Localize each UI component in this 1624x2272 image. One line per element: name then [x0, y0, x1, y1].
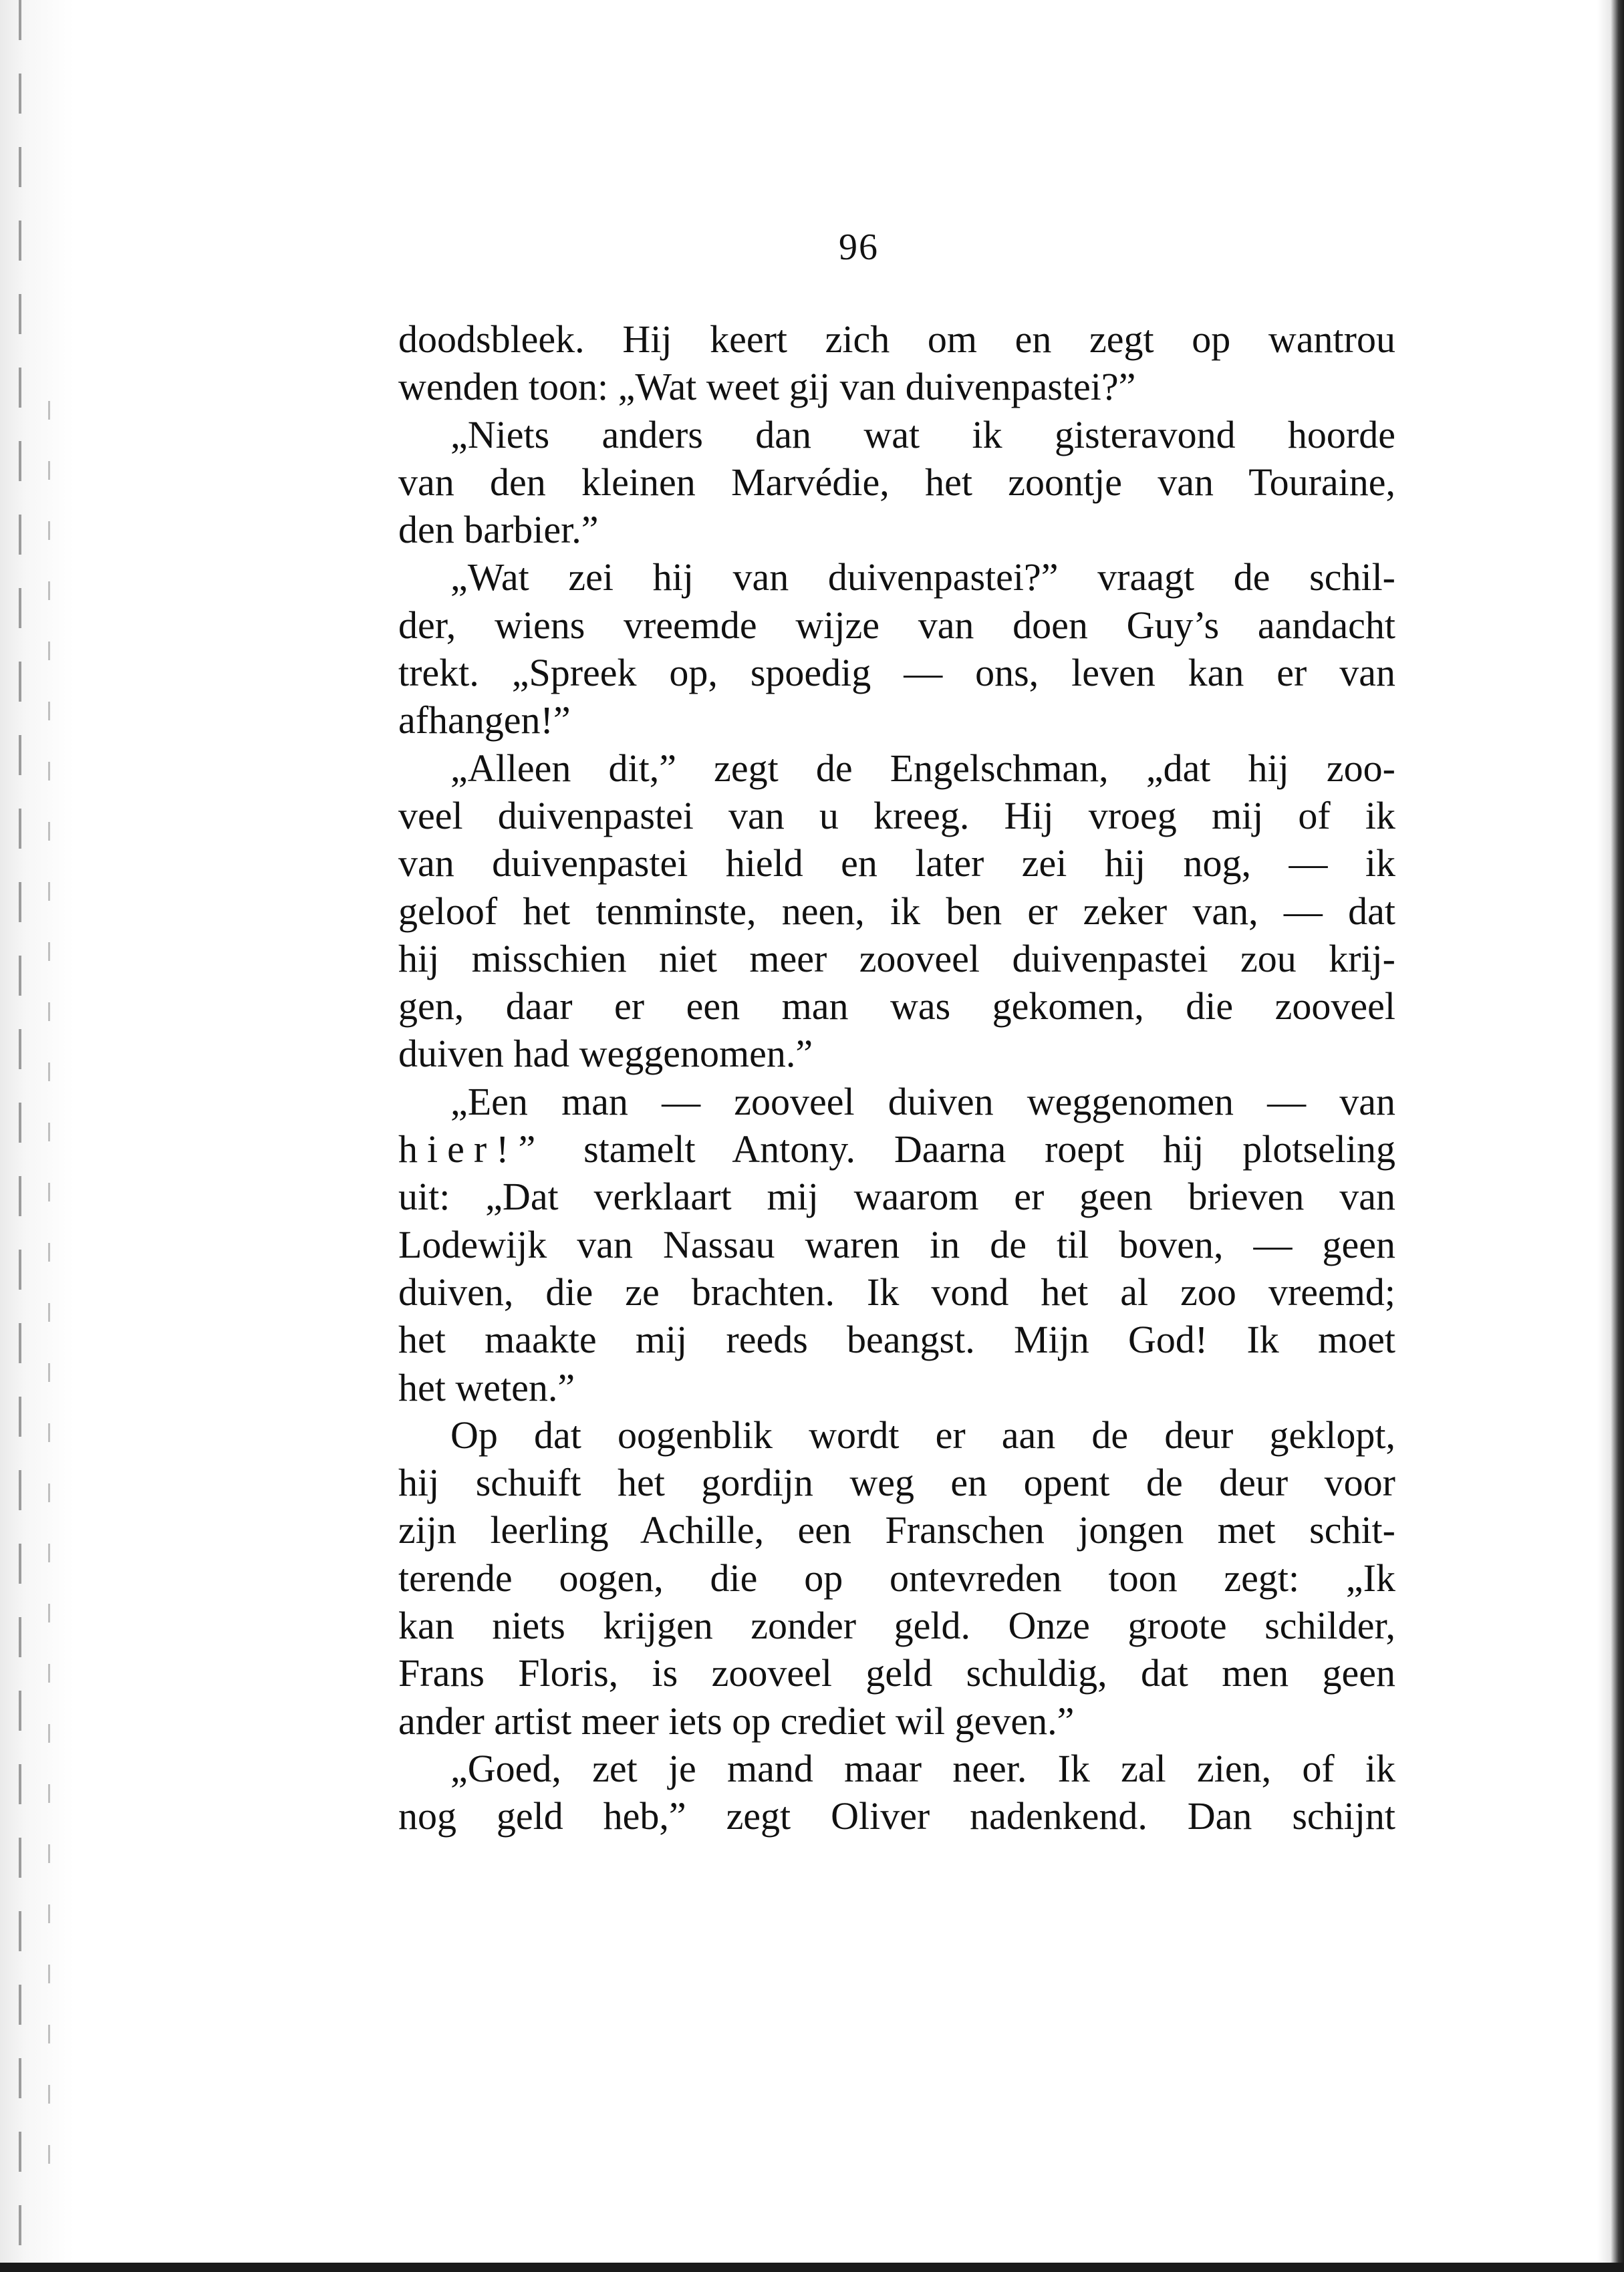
text-line: den barbier.” — [398, 508, 599, 552]
text-line: zijn leerling Achille, een Franschen jongen met schit- — [398, 1508, 1395, 1552]
text-line: het maakte mij reeds beangst. Mijn God! Ik moet — [398, 1318, 1395, 1362]
text-line: hij misschien niet meer zooveel duivenpastei zou krij- — [398, 936, 1395, 980]
scan-artifact-left — [19, 0, 21, 2272]
body-text — [398, 315, 1395, 1840]
text-line: trekt. „Spreek op, spoedig — ons, leven kan er van — [398, 651, 1395, 695]
text-line: geloof het tenminste, neen, ik ben er zeker van, — dat — [398, 889, 1395, 933]
text-line: kan niets krijgen zonder geld. Onze groote schilder, — [398, 1604, 1395, 1648]
page-number: 96 — [839, 227, 879, 268]
text-line: het weten.” — [398, 1365, 575, 1409]
text-line: „Goed, zet je mand maar neer. Ik zal zien, of ik — [450, 1746, 1395, 1790]
text-line: doodsbleek. Hij keert zich om en zegt op wantrou — [398, 317, 1395, 361]
emphasized-word: hier!” — [398, 1127, 545, 1171]
text-line: wenden toon: „Wat weet gij van duivenpastei?” — [398, 365, 1136, 409]
text-line: nog geld heb,” zegt Oliver nadenkend. Dan schijnt — [398, 1794, 1395, 1838]
text-line: ander artist meer iets op crediet wil geven.” — [398, 1699, 1075, 1743]
text-line: „Wat zei hij van duivenpastei?” vraagt de schil- — [450, 555, 1395, 599]
text-line: gen, daar er een man was gekomen, die zooveel — [398, 984, 1395, 1028]
scan-edge-right — [1597, 0, 1624, 2272]
text-line: hij schuift het gordijn weg en opent de deur voor — [398, 1461, 1395, 1505]
text-line: afhangen!” — [398, 698, 571, 742]
text-line: veel duivenpastei van u kreeg. Hij vroeg mij of ik — [398, 793, 1395, 837]
text-line: hier!” stamelt Antony. Daarna roept hij plotseling — [398, 1127, 1395, 1171]
text-line: „Niets anders dan wat ik gisteravond hoorde — [450, 412, 1395, 456]
scan-edge-bottom — [0, 2263, 1624, 2272]
text-line: terende oogen, die op ontevreden toon zegt: „Ik — [398, 1556, 1395, 1600]
text-line: „Alleen dit,” zegt de Engelschman, „dat hij zoo- — [450, 746, 1395, 790]
text-line: Op dat oogenblik wordt er aan de deur geklopt, — [450, 1413, 1395, 1457]
text-line: der, wiens vreemde wijze van doen Guy’s aandacht — [398, 603, 1395, 647]
scan-edge-left — [0, 0, 74, 2272]
text-line: duiven had weggenomen.” — [398, 1032, 813, 1076]
text-line: Lodewijk van Nassau waren in de til boven, — geen — [398, 1222, 1395, 1266]
text-line: duiven, die ze brachten. Ik vond het al zoo vreemd; — [398, 1270, 1395, 1314]
scan-artifact-left-inner — [48, 401, 50, 2205]
text-line: „Een man — zooveel duiven weggenomen — van — [450, 1079, 1395, 1123]
text-line: van duivenpastei hield en later zei hij nog, — ik — [398, 841, 1395, 885]
text-line: uit: „Dat verklaart mij waarom er geen brieven van — [398, 1175, 1395, 1219]
text-line: Frans Floris, is zooveel geld schuldig, dat men geen — [398, 1651, 1395, 1695]
text-line: van den kleinen Marvédie, het zoontje van Touraine, — [398, 460, 1395, 504]
